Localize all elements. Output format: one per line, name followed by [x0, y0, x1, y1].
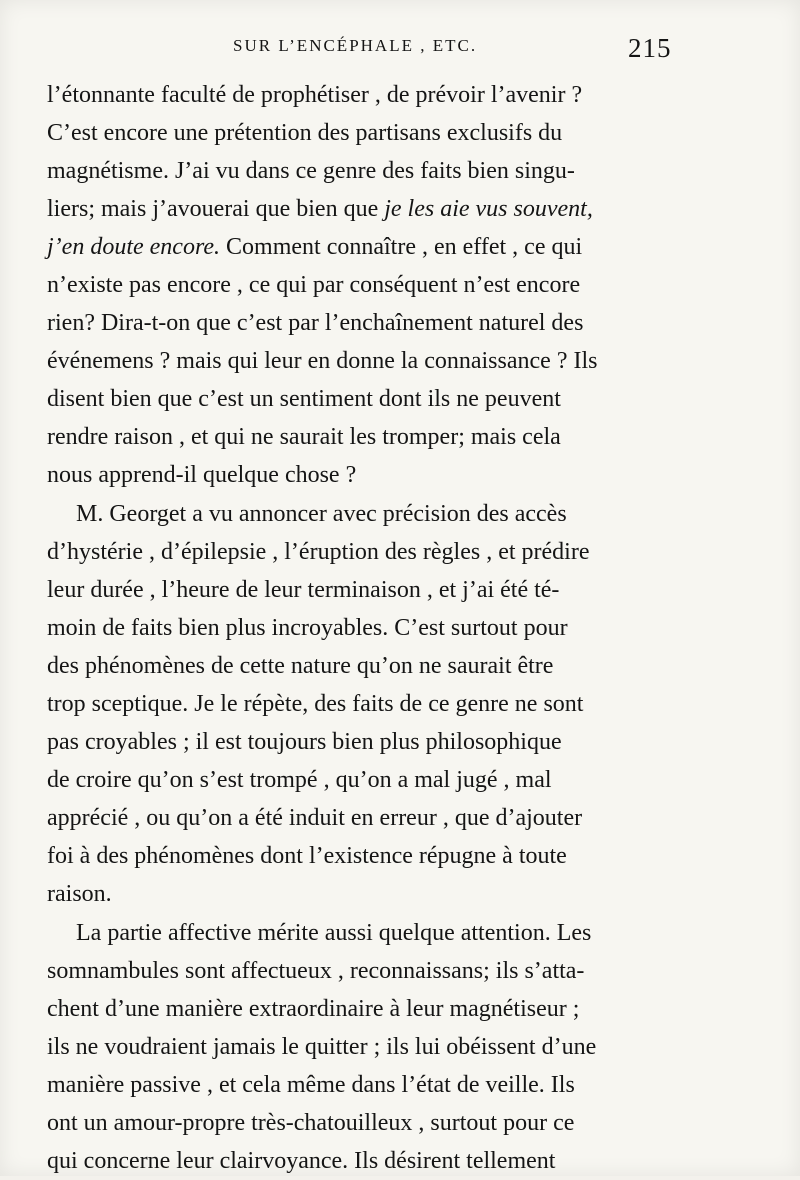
text-line-18: pas croyables ; il est toujours bien plus philosophique	[47, 729, 562, 755]
text-line-5	[47, 228, 687, 266]
running-title: SUR L’ENCÉPHALE , ETC.	[233, 36, 478, 55]
text-line-19: de croire qu’on s’est trompé , qu’on a mal jugé , mal	[47, 767, 552, 793]
text-line-9: disent bien que c’est un sentiment dont ils ne peuvent	[47, 386, 561, 412]
text-line-4	[47, 190, 687, 228]
text-line-14: leur durée , l’heure de leur terminaison , et j’ai été té-	[47, 577, 560, 603]
page-header	[0, 33, 800, 72]
text-line-11: nous apprend-il quelque chose ?	[47, 462, 357, 488]
text-line-17: trop sceptique. Je le répète, des faits de ce genre ne sont	[47, 691, 584, 717]
text-line-13: d’hystérie , d’épilepsie , l’éruption des règles , et prédire	[47, 539, 590, 565]
text-line-5-roman: Comment connaître , en effet , ce qui	[226, 234, 583, 260]
text-line-23: La partie affective mérite aussi quelque attention. Les	[76, 920, 592, 946]
text-line-5-italic: j’en doute encore.	[47, 234, 221, 260]
text-line-10: rendre raison , et qui ne saurait les tromper; mais cela	[47, 424, 561, 450]
text-line-16: des phénomènes de cette nature qu’on ne saurait être	[47, 653, 554, 679]
text-line-29: qui concerne leur clairvoyance. Ils désirent tellement	[47, 1148, 556, 1174]
text-line-24: somnambules sont affectueux , reconnaissans; ils s’atta-	[47, 958, 585, 984]
text-line-21: foi à des phénomènes dont l’existence répugne à toute	[47, 843, 567, 869]
text-line-26: ils ne voudraient jamais le quitter ; ils lui obéissent d’une	[47, 1034, 597, 1060]
text-line-4-roman: liers; mais j’avouerai que bien que	[47, 196, 379, 222]
body-text	[47, 76, 687, 1180]
text-line-12: M. Georget a vu annoncer avec précision des accès	[76, 501, 567, 527]
text-line-22: raison.	[47, 881, 112, 907]
text-line-25: chent d’une manière extraordinaire à leur magnétiseur ;	[47, 996, 580, 1022]
text-line-4-italic: je les aie vus souvent,	[384, 196, 593, 222]
text-line-6: n’existe pas encore , ce qui par conséquent n’est encore	[47, 272, 581, 298]
text-line-15: moin de faits bien plus incroyables. C’est surtout pour	[47, 615, 568, 641]
text-line-2: C’est encore une prétention des partisans exclusifs du	[47, 120, 563, 146]
text-line-8: événemens ? mais qui leur en donne la connaissance ? Ils	[47, 348, 598, 374]
text-line-27: manière passive , et cela même dans l’état de veille. Ils	[47, 1072, 575, 1098]
text-line-3: magnétisme. J’ai vu dans ce genre des faits bien singu-	[47, 158, 575, 184]
text-line-7: rien? Dira-t-on que c’est par l’enchaînement naturel des	[47, 310, 584, 336]
page-number: 215	[628, 33, 672, 63]
text-line-20: apprécié , ou qu’on a été induit en erreur , que d’ajouter	[47, 805, 583, 831]
text-line-28: ont un amour-propre très-chatouilleux , surtout pour ce	[47, 1110, 575, 1136]
text-line-1: l’étonnante faculté de prophétiser , de prévoir l’avenir ?	[47, 82, 583, 108]
